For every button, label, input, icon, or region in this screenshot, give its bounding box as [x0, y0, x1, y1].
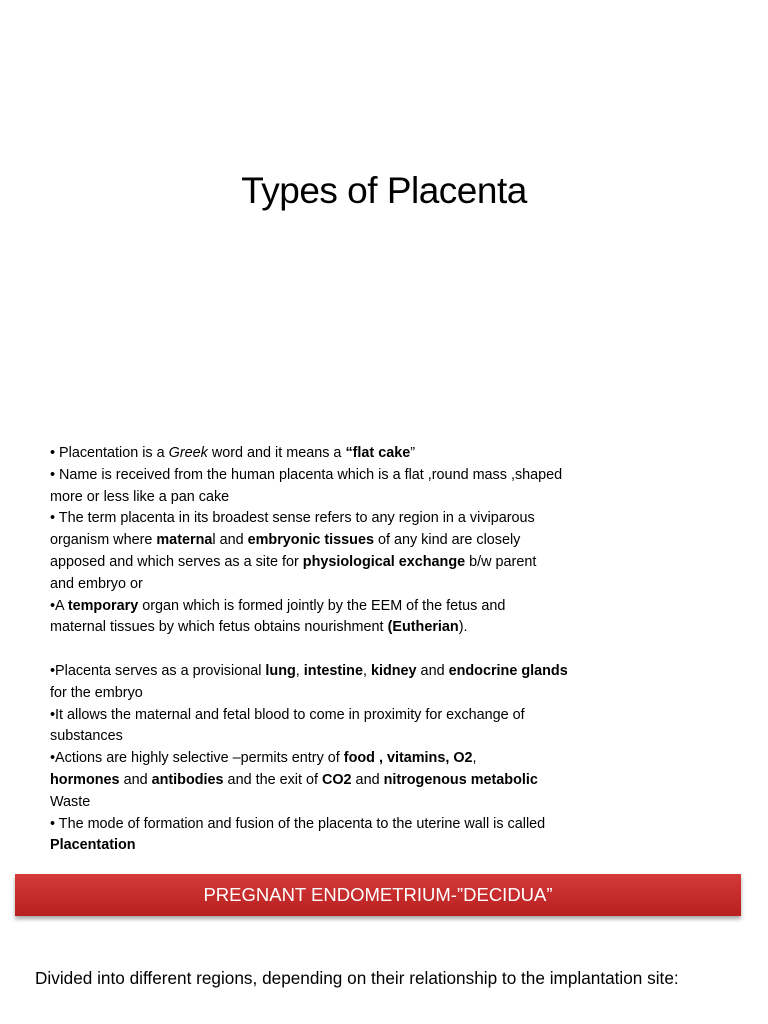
bullet-line [50, 596, 750, 618]
bullet-text: b/w parent [465, 553, 537, 570]
bullet-text: organ which is formed jointly by the EEM of the fetus and [138, 597, 506, 614]
bullet-text: maternal tissues by which fetus obtains nourishment [50, 619, 388, 636]
bullet-line [50, 835, 750, 857]
bullet-text: Waste [50, 793, 91, 810]
bullet-line [50, 705, 750, 727]
bullet-text: l and [212, 532, 248, 549]
bullet-text: “flat cake [345, 445, 411, 461]
bullet-text: temporary [67, 597, 139, 614]
bullet-text: and [119, 771, 152, 788]
footer-text: Divided into different regions, depending on their relationship to the implantation site: [35, 968, 679, 988]
bullet-text: embryonic tissues [247, 532, 374, 549]
bullet-text: ). [458, 619, 468, 636]
bullet-line [50, 574, 750, 596]
bullet-text: •Placenta serves as a provisional [50, 662, 266, 679]
bullet-text: Greek [168, 445, 208, 461]
bullet-text: antibodies [151, 771, 224, 788]
bullet-text: substances [50, 728, 123, 745]
bullet-line [50, 487, 750, 509]
bullet-line [50, 661, 750, 683]
bullet-text: nitrogenous metabolic [383, 771, 538, 788]
bullet-text: Placentation [50, 837, 136, 854]
bullet-line [50, 443, 750, 465]
bullet-text: more or less like a pan cake [50, 488, 230, 505]
bullet-text: endocrine glands [448, 662, 568, 679]
bullet-text: , [362, 662, 371, 679]
bullet-line [50, 617, 750, 639]
bullet-text: organism where [50, 532, 157, 549]
bullet-text: • The term placenta in its broadest sense refers to any region in a viviparous [50, 510, 535, 527]
bullet-line [50, 683, 750, 705]
bullet-text: • Placentation is a [50, 445, 169, 461]
bullet-line [50, 465, 750, 487]
bullet-line [50, 530, 750, 552]
bullet-text: • The mode of formation and fusion of the placenta to the uterine wall is called [50, 815, 546, 832]
bullet-text: kidney [370, 662, 417, 679]
bullet-line [50, 792, 750, 814]
bullet-text: •Actions are highly selective –permits entry of [50, 750, 344, 767]
bullet-text: hormones [50, 771, 120, 788]
bullet-line [50, 770, 750, 792]
bullet-text: materna [156, 532, 213, 549]
section-banner: PREGNANT ENDOMETRIUM-”DECIDUA” [15, 874, 741, 916]
bullet-line [50, 552, 750, 574]
bullet-line [50, 814, 750, 836]
bullet-text: ” [410, 445, 416, 461]
slide-title: Types of Placenta [241, 170, 527, 211]
bullet-text: and [351, 771, 384, 788]
bullet-text: of any kind are closely [373, 532, 521, 549]
bullet-text: and [416, 662, 449, 679]
bullet-text: lung [265, 662, 296, 679]
bullet-text: physiological exchange [302, 553, 466, 570]
bullet-line [50, 508, 750, 530]
bullet-text: (Eutherian [387, 619, 459, 636]
bullet-text: CO2 [321, 771, 352, 788]
bullet-text: food , vitamins, O2 [343, 750, 473, 767]
bullet-list [50, 443, 750, 857]
bullet-text: intestine [303, 662, 363, 679]
bullet-line [50, 726, 750, 748]
bullet-line [50, 639, 750, 661]
bullet-line [50, 748, 750, 770]
bullet-text: and the exit of [223, 771, 322, 788]
bullet-text: • Name is received from the human placenta which is a flat ,round mass ,shaped [50, 466, 563, 483]
bullet-text: apposed and which serves as a site for [50, 553, 303, 570]
bullet-text: , [295, 662, 304, 679]
bullet-text: and embryo or [50, 575, 143, 592]
bullet-text: •A [50, 597, 68, 614]
bullet-text: •It allows the maternal and fetal blood to come in proximity for exchange of [50, 706, 525, 723]
bullet-text: for the embryo [50, 684, 143, 701]
bullet-text: word and it means a [207, 445, 346, 461]
bullet-text: , [472, 750, 477, 767]
